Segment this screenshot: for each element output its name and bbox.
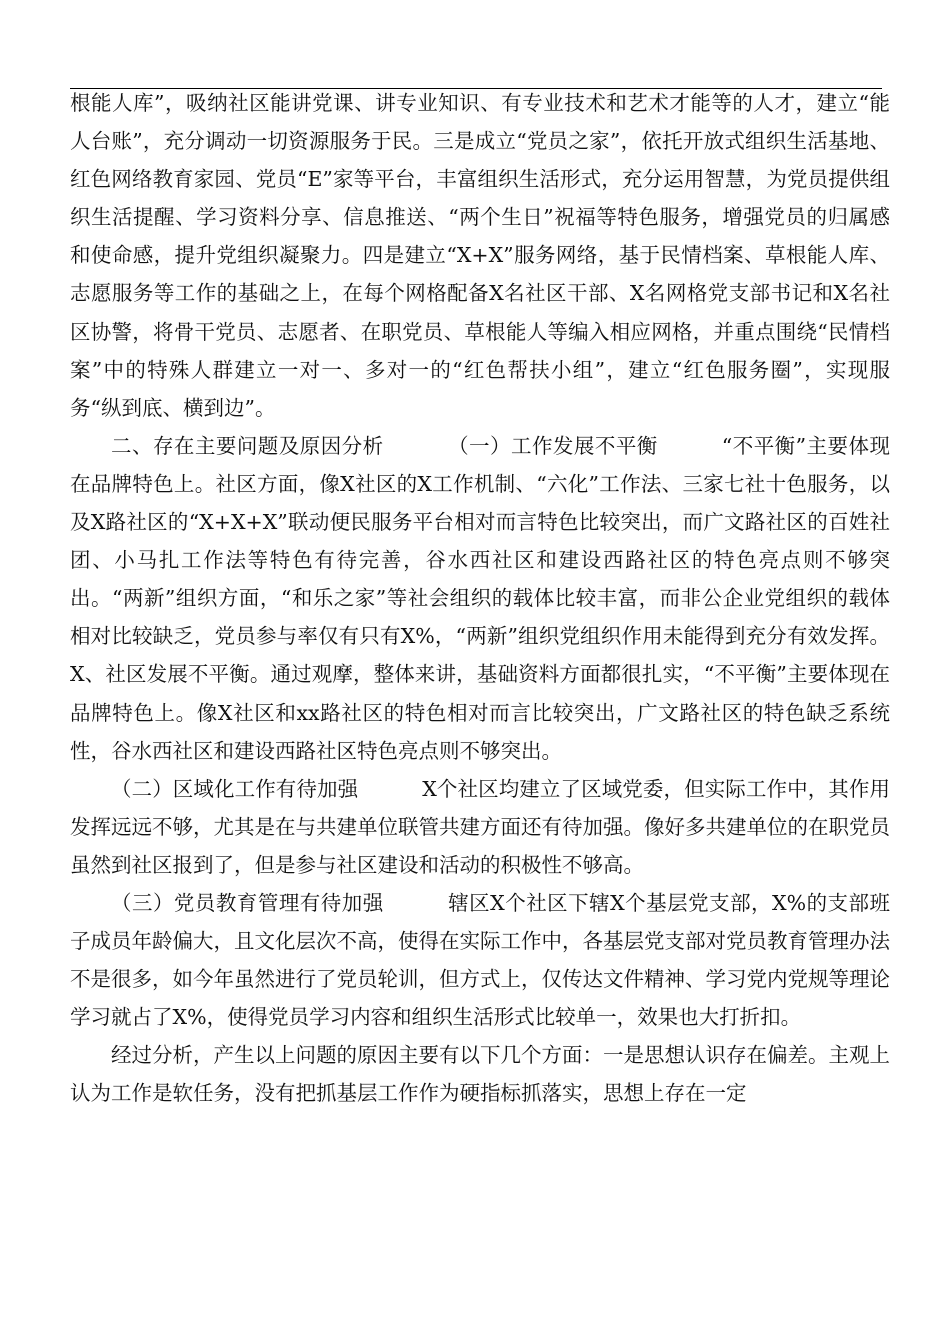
document-body bbox=[70, 84, 890, 1113]
subsection-body-imbalance: “不平衡”主要体现在品牌特色上。社区方面，像X社区的X工作机制、“六化”工作法、三家七社十色服务，以及X路社区的“X+X+X”联动便民服务平台相对而言特色比较突出，而广文路社区的百姓社团、小马扎工作法等特色有待完善，谷水西社区和建设西路社区的特色亮点则不够突出。“两新”组织方面，“和乐之家”等社会组织的载体比较丰富，而非公企业党组织的载体相对比较缺乏，党员参与率仅有只有X%，“两新”组织党组织作用未能得到充分有效发挥。X、社区发展不平衡。通过观摩，整体来讲，基础资料方面都很扎实，“不平衡”主要体现在品牌特色上。像X社区和xx路社区的特色相对而言比较突出，广文路社区的特色缺乏系统性，谷水西社区和建设西路社区特色亮点则不够突出。 bbox=[70, 433, 890, 763]
paragraph-problems bbox=[70, 427, 890, 770]
paragraph-regional-work bbox=[70, 770, 890, 884]
subsection-heading-regional: （二）区域化工作有待加强 bbox=[111, 776, 359, 801]
subsection-body-regional: X个社区均建立了区域党委，但实际工作中，其作用发挥远远不够，尤其是在与共建单位联管共建方面还有待加强。像好多共建单位的在职党员虽然到社区报到了，但是参与社区建设和活动的积极性不够高。 bbox=[70, 776, 891, 877]
paragraph-cause-analysis: 经过分析，产生以上问题的原因主要有以下几个方面：一是思想认识存在偏差。主观上认为工作是软任务，没有把抓基层工作作为硬指标抓落实，思想上存在一定 bbox=[70, 1043, 890, 1106]
paragraph-grassroots-talent: 根能人库”，吸纳社区能讲党课、讲专业知识、有专业技术和艺术才能等的人才，建立“能人台账”，充分调动一切资源服务于民。三是成立“党员之家”，依托开放式组织生活基地、红色网络教育家园、党员“E”家等平台，丰富组织生活形式，充分运用智慧，为党员提供组织生活提醒、学习资料分享、信息推送、“两个生日”祝福等特色服务，增强党员的归属感和使命感，提升党组织凝聚力。四是建立“X+X”服务网络，基于民情档案、草根能人库、志愿服务等工作的基础之上，在每个网格配备X名社区干部、X名网格党支部书记和X名社区协警，将骨干党员、志愿者、在职党员、草根能人等编入相应网格，并重点围绕“民情档案”中的特殊人群建立一对一、多对一的“红色帮扶小组”，建立“红色服务圈”，实现服务“纵到底、横到边”。 bbox=[70, 91, 890, 420]
paragraph-member-education bbox=[70, 884, 890, 1036]
subsection-heading-imbalance: （一）工作发展不平衡 bbox=[447, 433, 658, 458]
subsection-body-education: 辖区X个社区下辖X个基层党支部，X%的支部班子成员年龄偏大，且文化层次不高，使得在实际工作中，各基层党支部对党员教育管理办法不是很多，如今年虽然进行了党员轮训，但方式上，仅传达文件精神、学习党内党规等理论学习就占了X%，使得党员学习内容和组织生活形式比较单一，效果也大打折扣。 bbox=[70, 890, 891, 1030]
subsection-heading-education: （三）党员教育管理有待加强 bbox=[111, 890, 384, 915]
section-heading-problems: 二、存在主要问题及原因分析 bbox=[111, 433, 384, 458]
